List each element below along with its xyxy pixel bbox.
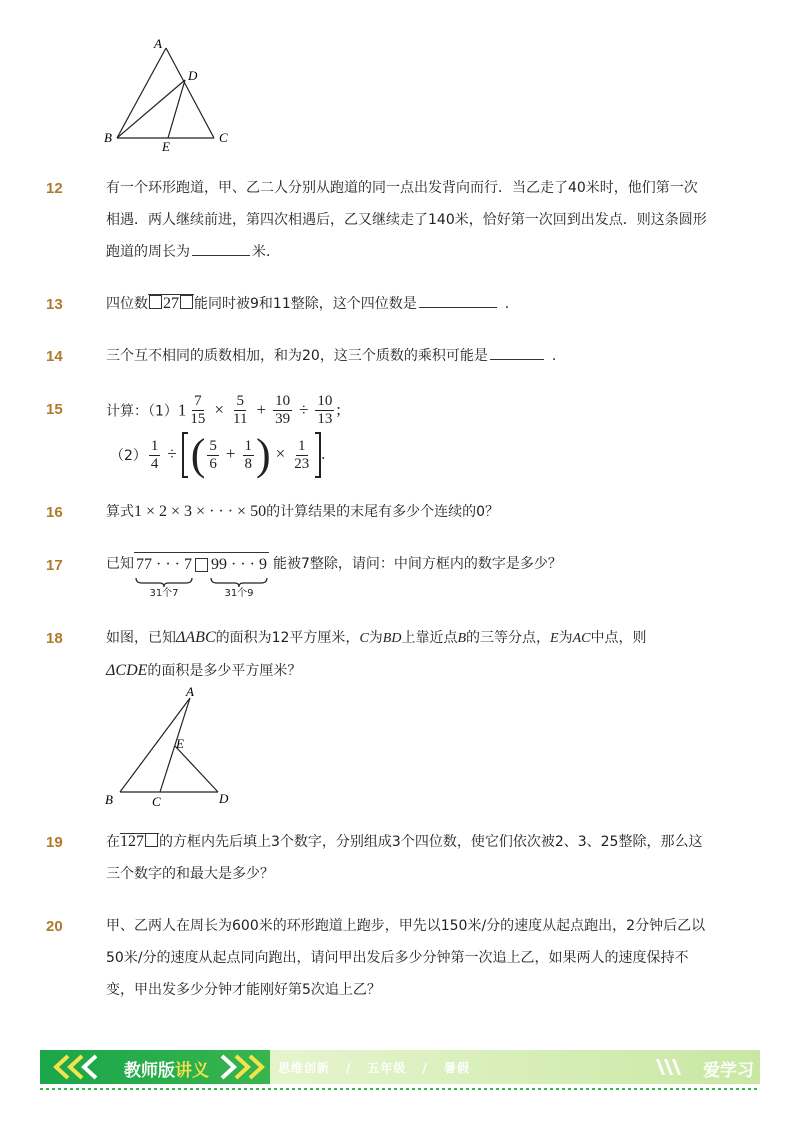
fraction — [315, 393, 334, 428]
q14-text: 三个互不相同的质数相加，和为20，这三个质数的乘积可能是 — [106, 348, 488, 364]
left-paren: ( — [190, 430, 206, 479]
underbrace — [209, 577, 269, 587]
denominator: 15 — [190, 411, 206, 427]
plus-sign: + — [256, 399, 267, 419]
digit-box — [180, 295, 193, 309]
point-e: E — [550, 631, 559, 646]
q12-line2: 相遇．两人继续前进，第四次相遇后，乙又继续走了140米，恰好第一次回到出发点．则这条圆形 — [106, 212, 707, 228]
fraction — [231, 393, 249, 428]
fraction — [243, 438, 255, 473]
fraction — [149, 438, 161, 473]
q17-nines: 99 · · · 9 — [211, 556, 267, 573]
denominator: 13 — [317, 411, 333, 427]
edge-bd — [117, 80, 185, 138]
question-number-19: 19 — [46, 834, 63, 851]
label-b: B — [105, 792, 113, 807]
label-a: A — [154, 36, 162, 51]
triangle-figure-q18 — [100, 680, 250, 810]
q17-group1 — [134, 553, 194, 601]
question-number-14: 14 — [46, 348, 63, 365]
question-20 — [106, 910, 726, 1006]
q20-line1: 甲、乙两人在周长为600米的环形跑道上跑步，甲先以150米/分的速度从起点跑出，2分钟后乙以 — [106, 918, 706, 934]
q18-text: 中点，则 — [590, 630, 647, 646]
question-15-part1 — [106, 393, 341, 428]
label-e: E — [162, 139, 170, 154]
q16-expression: 1 × 2 × 3 × · · · × 50 — [134, 503, 267, 520]
question-14 — [106, 340, 726, 372]
q20-line3: 变，甲出发多少分钟才能刚好第5次追上乙？ — [106, 982, 381, 998]
q19-digits: 127 — [120, 833, 144, 850]
q15-label1: 计算：（1） — [106, 403, 178, 420]
answer-blank — [490, 358, 544, 360]
edge-ac — [166, 48, 214, 138]
q18-text: 的面积是多少平方厘米？ — [147, 663, 302, 679]
answer-blank — [192, 254, 250, 256]
label-b: B — [104, 130, 112, 145]
q19-line1 — [106, 826, 726, 858]
denominator: 8 — [244, 455, 253, 472]
divide-sign: ÷ — [167, 444, 177, 463]
point-c: C — [359, 631, 369, 646]
triangle-cde: ΔCDE — [106, 662, 148, 679]
q12-line1: 有一个环形跑道，甲、乙二人分别从跑道的同一点出发背向而行．当乙走了40米时，他们第一次 — [106, 180, 698, 196]
numerator: 10 — [317, 393, 333, 409]
segment-ac: AC — [572, 631, 591, 646]
digit-box — [145, 833, 158, 847]
footer-banner — [40, 1050, 760, 1084]
q13-number — [148, 294, 194, 312]
numerator: 5 — [209, 437, 217, 454]
label-a: A — [186, 684, 194, 699]
fraction — [292, 438, 311, 473]
q18-text: 的面积为12平方厘米， — [215, 630, 360, 646]
segment-bd: BD — [382, 631, 402, 646]
q15-whole: 1 — [177, 400, 187, 420]
question-15-part2 — [110, 432, 325, 478]
plus-sign: + — [225, 444, 236, 463]
label-c: C — [152, 794, 161, 809]
question-13 — [106, 288, 726, 320]
q13-digits: 27 — [163, 295, 179, 312]
times-sign: × — [214, 399, 225, 419]
label-d: D — [188, 68, 198, 83]
question-16 — [106, 496, 726, 528]
q18-text: 的三等分点， — [466, 630, 551, 646]
denominator: 4 — [150, 455, 159, 472]
fraction — [188, 393, 207, 428]
numerator: 1 — [150, 437, 159, 454]
q17-label-31-nines: 31个9 — [224, 588, 254, 599]
footer-sub-3: 暑假 — [443, 1061, 470, 1075]
footer-sub-1: 思维创新 — [278, 1061, 331, 1075]
numerator: 5 — [236, 393, 244, 409]
question-number-16: 16 — [46, 504, 63, 521]
q18-text: 上靠近点 — [401, 630, 458, 646]
q17-number — [134, 552, 269, 601]
fraction — [273, 393, 292, 428]
q13-pre: 四位数 — [106, 296, 148, 312]
question-12 — [106, 172, 726, 268]
denominator: 6 — [209, 455, 217, 472]
question-number-17: 17 — [46, 557, 63, 574]
footer-title-a: 教师版 — [124, 1061, 175, 1081]
footer-separator: / — [422, 1061, 428, 1075]
question-number-15: 15 — [46, 401, 63, 418]
q12-line3 — [106, 236, 726, 268]
q12-line3-post: 米． — [252, 244, 280, 260]
footer-dotted-line — [40, 1088, 760, 1090]
q13-post: 能同时被9和11整除，这个四位数是 — [194, 296, 417, 312]
edge-ab — [117, 48, 166, 138]
question-19 — [106, 826, 726, 890]
footer-brand: 爱学习 — [703, 1061, 754, 1081]
semicolon: ; — [336, 401, 341, 419]
chevron-left-icon — [46, 1053, 116, 1081]
divide-sign: ÷ — [299, 399, 309, 419]
q12-line3-pre: 跑道的周长为 — [106, 244, 190, 260]
q20-line2: 50米/分的速度从起点同向跑出，请问甲出发后多少分钟第一次追上乙，如果两人的速度保持不 — [106, 950, 689, 966]
edge-ed — [175, 746, 218, 792]
q19-pre: 在 — [106, 834, 120, 850]
numerator: 1 — [244, 437, 253, 454]
label-d: D — [219, 791, 229, 806]
q15-label2: （2） — [110, 448, 147, 464]
q17-pre: 已知 — [106, 556, 134, 572]
q17-group2 — [209, 553, 269, 601]
q18-text: 为 — [368, 630, 383, 646]
denominator: 11 — [233, 411, 248, 427]
question-number-18: 18 — [46, 630, 63, 647]
chevron-right-icon — [216, 1053, 268, 1081]
underbrace — [134, 577, 194, 587]
denominator: 23 — [294, 455, 310, 472]
label-e: E — [176, 736, 184, 751]
right-paren: ) — [256, 430, 271, 479]
footer-title-b: 讲义 — [175, 1061, 209, 1081]
triangle-figure-top — [100, 34, 250, 154]
label-c: C — [219, 130, 228, 145]
fraction — [207, 438, 219, 473]
edge-de — [168, 80, 185, 138]
triangle-abc: ΔABC — [176, 629, 216, 646]
q17-sevens: 77 · · · 7 — [136, 556, 192, 573]
times-sign: × — [275, 444, 286, 463]
q19-line2: 三个数字的和最大是多少？ — [106, 866, 274, 882]
question-17 — [106, 546, 562, 601]
question-number-13: 13 — [46, 296, 63, 313]
edge-ac — [160, 698, 190, 792]
q18-text: 为 — [558, 630, 573, 646]
question-18 — [106, 622, 746, 687]
denominator: 39 — [275, 411, 291, 427]
footer-separator: / — [346, 1061, 352, 1075]
question-number-20: 20 — [46, 918, 63, 935]
q16-post: 的计算结果的末尾有多少个连续的0？ — [266, 504, 499, 520]
brand-logo-icon — [654, 1055, 684, 1079]
answer-blank — [419, 306, 497, 308]
q17-label-31-sevens: 31个7 — [149, 588, 179, 599]
point-b: B — [457, 631, 467, 646]
footer-subtitle — [270, 1059, 478, 1076]
q16-pre: 算式 — [106, 504, 134, 520]
footer-sub-2: 五年级 — [367, 1061, 407, 1075]
q18-text: 如图，已知 — [106, 630, 176, 646]
q18-line1 — [106, 622, 746, 655]
digit-box — [149, 295, 162, 309]
numerator: 1 — [298, 437, 306, 454]
left-bracket — [182, 432, 188, 478]
q13-end: . — [504, 296, 510, 312]
footer-title — [124, 1056, 209, 1081]
numerator: 7 — [194, 393, 202, 409]
q19-number — [120, 833, 159, 850]
digit-box — [195, 558, 208, 572]
q17-post: 能被7整除，请问：中间方框内的数字是多少？ — [273, 556, 562, 572]
period: . — [321, 446, 326, 463]
question-number-12: 12 — [46, 180, 63, 197]
q14-end: . — [551, 348, 557, 364]
numerator: 10 — [275, 393, 291, 409]
q19-text: 的方框内先后填上3个数字，分别组成3个四位数，使它们依次被2、3、25整除，那么这 — [159, 834, 703, 850]
